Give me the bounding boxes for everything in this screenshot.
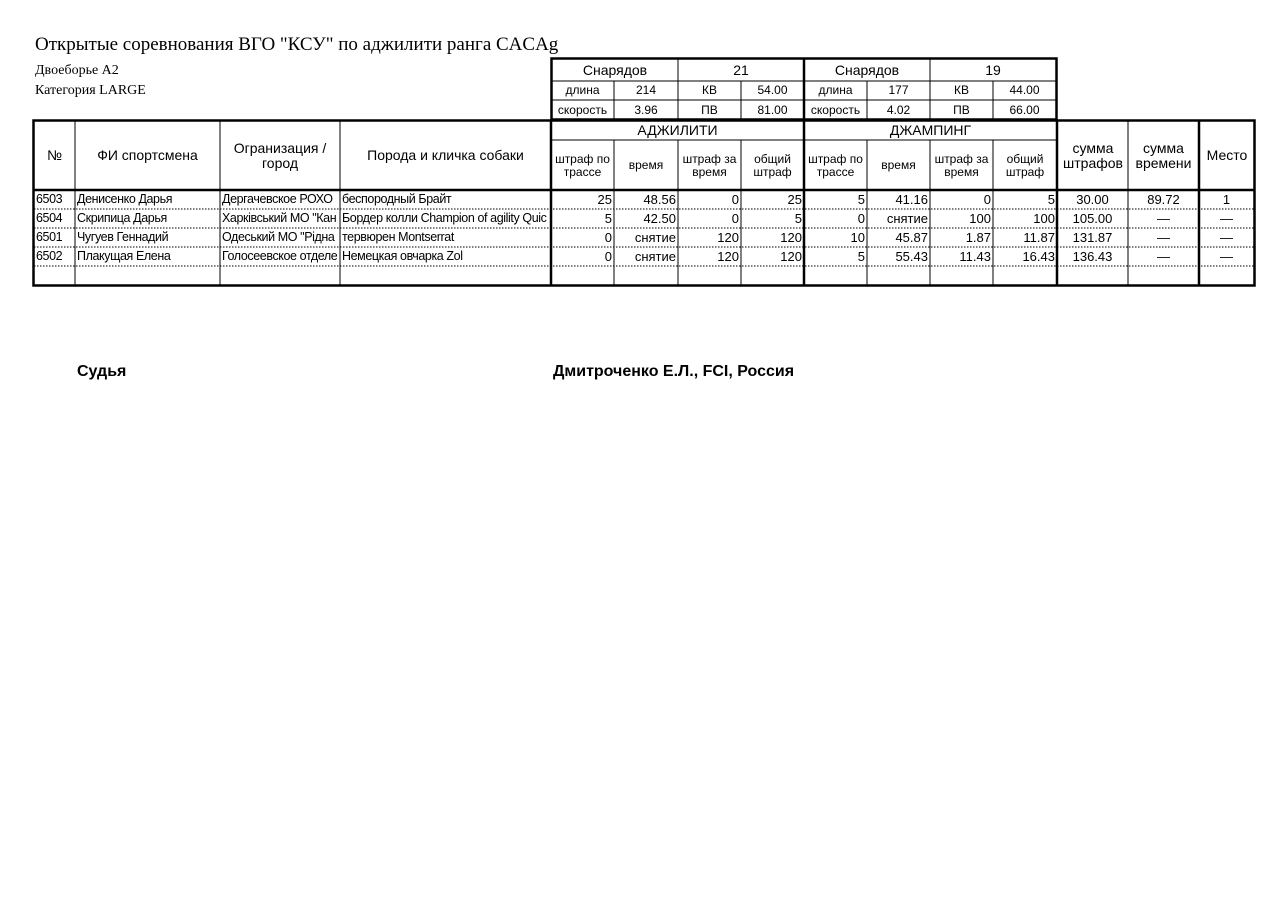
- cell-j-tfault: 1.87: [965, 230, 991, 245]
- cell-sum-t: —: [1157, 249, 1170, 264]
- cell-j-total: 5: [1047, 192, 1055, 207]
- cell-num: 6504: [36, 211, 63, 225]
- cell-org: Харківський МО "Кан: [222, 211, 337, 225]
- cell-a-time: снятие: [634, 249, 676, 264]
- jumping-kv-label: КВ: [954, 83, 969, 98]
- cell-breed: Бордер колли Champion of agility Quic: [342, 211, 547, 225]
- cell-a-time: 42.50: [643, 211, 676, 226]
- cell-j-course: 10: [850, 230, 865, 245]
- cell-org: Дергачевское РОХО: [222, 192, 333, 206]
- cell-a-tfault: 120: [717, 249, 739, 264]
- agility-kv-label: КВ: [702, 83, 717, 98]
- cell-a-course: 0: [604, 249, 612, 264]
- header-jumping-time-fault: штраф за время: [934, 151, 989, 179]
- header-agility-time: время: [628, 158, 664, 173]
- jumping-speed-value: 4.02: [886, 102, 911, 117]
- judge-name: Дмитроченко Е.Л., FCI, Россия: [553, 363, 795, 380]
- document-subtitle-category: Категория LARGE: [35, 83, 146, 98]
- cell-name: Плакущая Елена: [77, 249, 171, 263]
- cell-a-course: 5: [604, 211, 612, 226]
- cell-a-total: 5: [794, 211, 802, 226]
- header-breed: Порода и кличка собаки: [367, 147, 524, 164]
- cell-org: Одеський МО "Рідна: [222, 230, 335, 244]
- cell-j-tfault: 11.43: [959, 249, 991, 264]
- jumping-obstacles-label: Снарядов: [834, 62, 900, 79]
- cell-num: 6502: [36, 249, 63, 263]
- header-agility: АДЖИЛИТИ: [637, 122, 718, 139]
- header-jumping: ДЖАМПИНГ: [889, 122, 972, 139]
- agility-kv-value: 54.00: [757, 83, 788, 98]
- cell-org: Голосеевское отделе: [222, 249, 338, 263]
- header-org: Огранизация / город: [233, 139, 327, 171]
- cell-place: —: [1220, 211, 1233, 226]
- cell-sum-f: 131.87: [1072, 230, 1113, 245]
- header-sum-time: сумма времени: [1135, 139, 1192, 171]
- cell-j-tfault: 0: [983, 192, 991, 207]
- cell-a-total: 120: [780, 230, 802, 245]
- jumping-kv-value: 44.00: [1009, 83, 1040, 98]
- header-sum-faults: сумма штрафов: [1063, 139, 1123, 171]
- cell-sum-t: —: [1157, 211, 1170, 226]
- cell-place: 1: [1222, 192, 1231, 207]
- cell-a-time: 48.56: [643, 192, 676, 207]
- cell-num: 6503: [36, 192, 63, 206]
- agility-pv-value: 81.00: [757, 102, 788, 117]
- cell-j-tfault: 100: [969, 211, 991, 226]
- cell-a-tfault: 0: [731, 192, 739, 207]
- cell-a-total: 25: [787, 192, 802, 207]
- header-jumping-course-fault: штраф по трассе: [808, 151, 863, 179]
- header-jumping-total-fault: общий штраф: [1005, 151, 1045, 179]
- cell-num: 6501: [36, 230, 63, 244]
- agility-speed-label: скорость: [557, 102, 608, 117]
- jumping-pv-value: 66.00: [1009, 102, 1040, 117]
- jumping-speed-label: скорость: [810, 102, 861, 117]
- cell-j-time: 45.87: [895, 230, 928, 245]
- cell-breed: беспородный Брайт: [342, 192, 452, 206]
- cell-j-course: 5: [857, 249, 865, 264]
- cell-sum-t: 89.72: [1147, 192, 1180, 207]
- document-title: Открытые соревнования ВГО "КСУ" по аджилити ранга CACAg: [35, 34, 559, 55]
- cell-j-time: снятие: [886, 211, 928, 226]
- cell-j-total: 16.43: [1022, 249, 1055, 264]
- header-place: Место: [1206, 147, 1248, 164]
- agility-length-value: 214: [635, 83, 657, 98]
- cell-a-course: 25: [597, 192, 612, 207]
- header-jumping-time: время: [881, 158, 916, 173]
- jumping-pv-label: ПВ: [953, 102, 970, 117]
- cell-j-course: 5: [857, 192, 865, 207]
- header-agility-course-fault: штраф по трассе: [555, 151, 610, 179]
- cell-a-tfault: 0: [731, 211, 739, 226]
- agility-obstacles-value: 21: [733, 62, 749, 79]
- cell-place: —: [1220, 249, 1233, 264]
- cell-a-total: 120: [780, 249, 802, 264]
- cell-sum-t: —: [1157, 230, 1170, 245]
- cell-a-time: снятие: [634, 230, 676, 245]
- agility-obstacles-label: Снарядов: [582, 62, 648, 79]
- jumping-obstacles-value: 19: [985, 62, 1001, 79]
- cell-sum-f: 30.00: [1076, 192, 1109, 207]
- cell-j-total: 11.87: [1023, 230, 1055, 245]
- header-num: №: [46, 147, 63, 164]
- jumping-length-label: длина: [818, 83, 853, 98]
- cell-sum-f: 105.00: [1072, 211, 1113, 226]
- cell-a-course: 0: [604, 230, 612, 245]
- document-subtitle-discipline: Двоеборье А2: [35, 63, 119, 78]
- cell-a-tfault: 120: [717, 230, 739, 245]
- cell-name: Денисенко Дарья: [77, 192, 173, 206]
- cell-breed: тервюрен Montserrat: [342, 230, 454, 244]
- agility-speed-value: 3.96: [634, 102, 658, 117]
- header-agility-time-fault: штраф за время: [682, 151, 737, 179]
- cell-j-time: 55.43: [895, 249, 928, 264]
- judge-label: Судья: [77, 363, 127, 380]
- cell-place: —: [1220, 230, 1233, 245]
- cell-j-total: 100: [1033, 211, 1055, 226]
- header-name: ФИ спортсмена: [97, 147, 198, 164]
- cell-j-course: 0: [857, 211, 865, 226]
- jumping-length-value: 177: [888, 83, 909, 98]
- cell-sum-f: 136.43: [1072, 249, 1113, 264]
- cell-name: Чугуев Геннадий: [77, 230, 169, 244]
- cell-j-time: 41.16: [895, 192, 928, 207]
- cell-breed: Немецкая овчарка Zol: [342, 249, 463, 263]
- agility-length-label: длина: [565, 83, 600, 98]
- header-agility-total-fault: общий штраф: [753, 151, 792, 179]
- cell-name: Скрипица Дарья: [77, 211, 167, 225]
- agility-pv-label: ПВ: [701, 102, 718, 117]
